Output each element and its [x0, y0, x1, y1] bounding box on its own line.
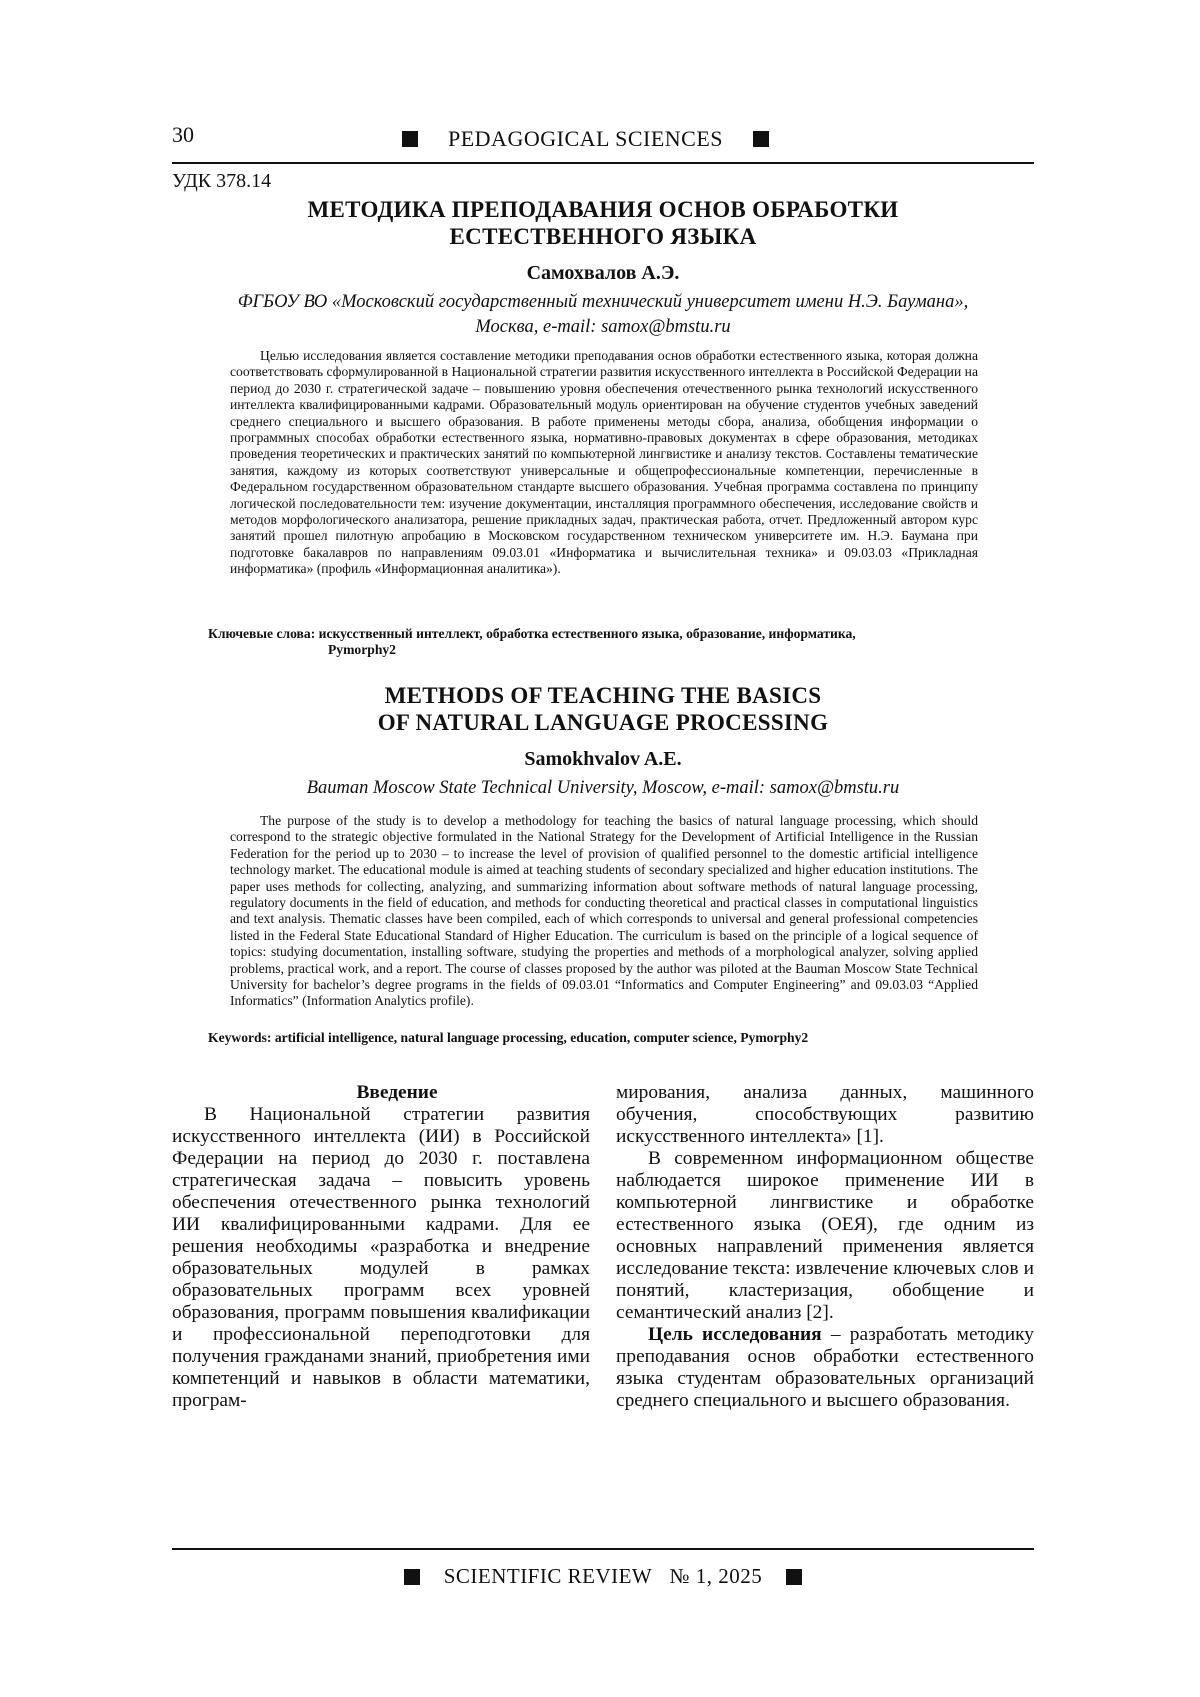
- en-title-line: OF NATURAL LANGUAGE PROCESSING: [377, 710, 829, 735]
- square-bullet-icon: [786, 1569, 802, 1585]
- en-affiliation: Bauman Moscow State Technical University, Moscow, e-mail: samox@bmstu.ru: [306, 778, 900, 798]
- ru-affiliation: [172, 290, 1034, 340]
- page-header: [172, 122, 1034, 164]
- body-column-right: [616, 1082, 1034, 1412]
- body-paragraph: В Национальной стратегии развития искусственного интеллекта (ИИ) в Российской Федерации на период до 2030 г. поставлена стратегическая задача – повысить уровень обеспечения отечественного рынка технологий ИИ квалифицированными кадрами. Для ее решения необходимы «разработка и внедрение образовательных модулей в рамках образовательных программ всех уровней образования, программ повышения квалификации и профессиональной переподготовки для получения гражданами знаний, приобретения ими компетенций и навыков в области математики, програм-: [172, 1104, 590, 1411]
- square-bullet-icon: [753, 131, 769, 147]
- footer-journal: [172, 1564, 1034, 1589]
- ru-keywords-line: Ключевые слова: искусственный интеллект, обработка естественного языка, образование, информатика,: [208, 626, 856, 641]
- en-keywords: Keywords: artificial intelligence, natural language processing, education, computer science, Pymorphy2: [208, 1030, 809, 1045]
- body-paragraph-continued: мирования, анализа данных, машинного обучения, способствующих развитию искусственного интеллекта» [1].: [616, 1082, 1034, 1147]
- square-bullet-icon: [402, 131, 418, 147]
- body-paragraph: В современном информационном обществе наблюдается широкое применение ИИ в компьютерной лингвистике и обработке естественного языка (ОЕЯ), где одним из основных направлений применения является исследование текста: извлечение ключевых слов и понятий, кластеризация, обобщение и семантический анализ [2].: [616, 1148, 1034, 1323]
- footer-text: [444, 1564, 763, 1589]
- journal-issue: № 1, 2025: [669, 1564, 763, 1588]
- running-title: [402, 126, 769, 152]
- body-column-left: [172, 1082, 590, 1412]
- journal-page: [172, 0, 1034, 1697]
- ru-abstract: Целью исследования является составление методики преподавания основ обработки естественного языка, которая должна соответствовать сформулированной в Национальной стратегии развития искусственного интеллекта в Российской Федерации на период до 2030 г. стратегической задаче – повышению уровня обеспечения отечественного рынка технологий искусственного интеллекта квалифицированными кадрами. Образовательный модуль ориентирован на обучение студентов учебных заведений среднего специального и высшего образования. В работе применены методы сбора, анализа, обобщения информации о программных способах обработки естественного языка, нормативно-правовых документах в сфере образования, методиках проведения теоретических и практических занятий по компьютерной лингвистике и анализу текстов. Составлены тематические занятия, каждому из которых соответствуют универсальные и общепрофессиональные компетенции, перечисленные в Федеральном государственном образовательном стандарте высшего образования. Учебная программа составлена по принципу логической последовательности тем: изучение документации, инсталляция программного обеспечения, исследование свойств и методов морфологического анализатора, решение прикладных задач, практическая работа, отчет. Предложенный автором курс занятий прошел пилотную апробацию в Московском государственном техническом университете им. Н.Э. Баумана при подготовке бакалавров по направлениям 09.03.01 «Информатика и вычислительная техника» и 09.03.03 «Прикладная информатика» (профиль «Информационная аналитика»).: [230, 348, 978, 577]
- running-title-text: PEDAGOGICAL SCIENCES: [448, 126, 724, 151]
- en-abstract: The purpose of the study is to develop a methodology for teaching the basics of natural language processing, which should correspond to the strategic objective formulated in the National Strategy for the Development of Artificial Intelligence in the Russian Federation for the period up to 2030 – to increase the level of provision of qualified personnel to the domestic artificial intelligence technology market. The educational module is aimed at teaching students of secondary specialized and higher education institutions. The paper uses methods for collecting, analyzing, and summarizing information about software methods of natural language processing, regulatory documents in the field of education, and methods for conducting theoretical and practical classes in computational linguistics and text analysis. Thematic classes have been compiled, each of which corresponds to universal and general professional competencies listed in the Federal State Educational Standard of Higher Education. The curriculum is based on the principle of a logical sequence of topics: studying documentation, installing software, studying the properties and methods of a morphological analyzer, solving applied problems, practical work, and a report. The course of classes proposed by the author was piloted at the Bauman Moscow State Technical University for bachelor’s degree programs in the fields of 09.03.01 “Informatics and Computer Engineering” and 09.03.03 “Applied Informatics” (Information Analytics profile).: [230, 813, 978, 1009]
- square-bullet-icon: [404, 1569, 420, 1585]
- udk-code: УДК 378.14: [172, 170, 272, 192]
- ru-title: [172, 196, 1034, 250]
- ru-affiliation-line: ФГБОУ ВО «Московский государственный технический университет имени Н.Э. Баумана»,: [237, 292, 969, 312]
- goal-label: Цель исследования: [648, 1324, 822, 1345]
- ru-affiliation-line: Москва, e-mail: samox@bmstu.ru: [475, 317, 731, 337]
- body-paragraph: [616, 1324, 1034, 1412]
- page-number: 30: [172, 122, 194, 147]
- journal-name: SCIENTIFIC REVIEW: [443, 1564, 653, 1588]
- page-footer: [172, 1548, 1034, 1600]
- ru-author: Самохвалов А.Э.: [526, 262, 680, 284]
- ru-title-line: МЕТОДИКА ПРЕПОДАВАНИЯ ОСНОВ ОБРАБОТКИ: [307, 197, 899, 222]
- en-title-line: METHODS OF TEACHING THE BASICS: [384, 683, 822, 708]
- en-author: Samokhvalov A.E.: [524, 748, 682, 770]
- en-title: [172, 682, 1034, 736]
- goal-text: – разработать методику преподавания основ обработки естественного языка студентам образовательных организаций среднего специального и высшего образования.: [616, 1324, 1034, 1411]
- ru-keywords: [208, 626, 998, 659]
- ru-keywords-line: Pymorphy2: [328, 642, 396, 658]
- section-heading: Введение: [356, 1082, 438, 1103]
- ru-title-line: ЕСТЕСТВЕННОГО ЯЗЫКА: [449, 224, 757, 249]
